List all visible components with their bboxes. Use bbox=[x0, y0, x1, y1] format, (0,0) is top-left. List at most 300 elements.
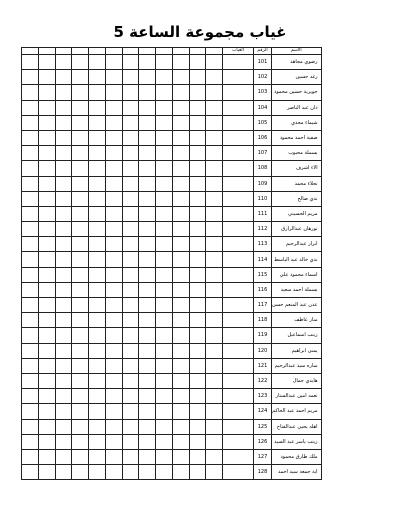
attendance-cell[interactable] bbox=[72, 343, 89, 358]
attendance-cell[interactable] bbox=[105, 146, 122, 161]
absence-cell[interactable] bbox=[223, 404, 254, 419]
attendance-cell[interactable] bbox=[122, 449, 139, 464]
attendance-cell[interactable] bbox=[189, 85, 206, 100]
absence-cell[interactable] bbox=[223, 313, 254, 328]
attendance-cell[interactable] bbox=[122, 85, 139, 100]
attendance-cell[interactable] bbox=[122, 358, 139, 373]
attendance-cell[interactable] bbox=[139, 313, 156, 328]
attendance-cell[interactable] bbox=[55, 70, 72, 85]
attendance-cell[interactable] bbox=[22, 115, 39, 130]
attendance-cell[interactable] bbox=[156, 419, 173, 434]
attendance-cell[interactable] bbox=[172, 115, 189, 130]
absence-cell[interactable] bbox=[223, 389, 254, 404]
attendance-cell[interactable] bbox=[139, 358, 156, 373]
attendance-cell[interactable] bbox=[156, 100, 173, 115]
attendance-cell[interactable] bbox=[22, 85, 39, 100]
absence-cell[interactable] bbox=[223, 161, 254, 176]
attendance-cell[interactable] bbox=[72, 404, 89, 419]
attendance-cell[interactable] bbox=[172, 161, 189, 176]
attendance-cell[interactable] bbox=[172, 100, 189, 115]
attendance-cell[interactable] bbox=[72, 373, 89, 388]
attendance-cell[interactable] bbox=[72, 85, 89, 100]
attendance-cell[interactable] bbox=[172, 449, 189, 464]
attendance-cell[interactable] bbox=[206, 404, 223, 419]
absence-cell[interactable] bbox=[223, 222, 254, 237]
attendance-cell[interactable] bbox=[55, 100, 72, 115]
attendance-cell[interactable] bbox=[72, 176, 89, 191]
attendance-cell[interactable] bbox=[189, 161, 206, 176]
attendance-cell[interactable] bbox=[22, 100, 39, 115]
attendance-cell[interactable] bbox=[22, 404, 39, 419]
attendance-cell[interactable] bbox=[122, 222, 139, 237]
attendance-cell[interactable] bbox=[156, 434, 173, 449]
attendance-cell[interactable] bbox=[89, 267, 106, 282]
attendance-cell[interactable] bbox=[22, 206, 39, 221]
attendance-cell[interactable] bbox=[22, 161, 39, 176]
attendance-cell[interactable] bbox=[72, 389, 89, 404]
attendance-cell[interactable] bbox=[105, 298, 122, 313]
attendance-cell[interactable] bbox=[189, 252, 206, 267]
attendance-cell[interactable] bbox=[55, 419, 72, 434]
attendance-cell[interactable] bbox=[122, 298, 139, 313]
attendance-cell[interactable] bbox=[38, 206, 55, 221]
attendance-cell[interactable] bbox=[156, 465, 173, 480]
attendance-cell[interactable] bbox=[72, 465, 89, 480]
attendance-cell[interactable] bbox=[156, 161, 173, 176]
attendance-cell[interactable] bbox=[139, 343, 156, 358]
attendance-cell[interactable] bbox=[38, 298, 55, 313]
attendance-cell[interactable] bbox=[72, 206, 89, 221]
attendance-cell[interactable] bbox=[89, 449, 106, 464]
attendance-cell[interactable] bbox=[172, 70, 189, 85]
attendance-cell[interactable] bbox=[22, 70, 39, 85]
attendance-cell[interactable] bbox=[189, 115, 206, 130]
attendance-cell[interactable] bbox=[89, 343, 106, 358]
attendance-cell[interactable] bbox=[206, 358, 223, 373]
attendance-cell[interactable] bbox=[156, 206, 173, 221]
attendance-cell[interactable] bbox=[105, 206, 122, 221]
attendance-cell[interactable] bbox=[206, 130, 223, 145]
attendance-cell[interactable] bbox=[22, 176, 39, 191]
attendance-cell[interactable] bbox=[122, 267, 139, 282]
attendance-cell[interactable] bbox=[105, 100, 122, 115]
attendance-cell[interactable] bbox=[72, 70, 89, 85]
attendance-cell[interactable] bbox=[105, 176, 122, 191]
attendance-cell[interactable] bbox=[89, 70, 106, 85]
attendance-cell[interactable] bbox=[55, 161, 72, 176]
attendance-cell[interactable] bbox=[189, 404, 206, 419]
attendance-cell[interactable] bbox=[189, 70, 206, 85]
attendance-cell[interactable] bbox=[139, 237, 156, 252]
attendance-cell[interactable] bbox=[72, 434, 89, 449]
attendance-cell[interactable] bbox=[72, 358, 89, 373]
attendance-cell[interactable] bbox=[172, 222, 189, 237]
attendance-cell[interactable] bbox=[55, 449, 72, 464]
attendance-cell[interactable] bbox=[206, 282, 223, 297]
attendance-cell[interactable] bbox=[139, 206, 156, 221]
attendance-cell[interactable] bbox=[89, 404, 106, 419]
attendance-cell[interactable] bbox=[105, 343, 122, 358]
attendance-cell[interactable] bbox=[55, 55, 72, 70]
absence-cell[interactable] bbox=[223, 298, 254, 313]
attendance-cell[interactable] bbox=[38, 55, 55, 70]
attendance-cell[interactable] bbox=[22, 252, 39, 267]
attendance-cell[interactable] bbox=[55, 206, 72, 221]
attendance-cell[interactable] bbox=[22, 191, 39, 206]
attendance-cell[interactable] bbox=[189, 267, 206, 282]
attendance-cell[interactable] bbox=[72, 282, 89, 297]
attendance-cell[interactable] bbox=[22, 343, 39, 358]
attendance-cell[interactable] bbox=[55, 373, 72, 388]
attendance-cell[interactable] bbox=[172, 237, 189, 252]
attendance-cell[interactable] bbox=[38, 161, 55, 176]
attendance-cell[interactable] bbox=[22, 465, 39, 480]
attendance-cell[interactable] bbox=[55, 130, 72, 145]
attendance-cell[interactable] bbox=[105, 237, 122, 252]
attendance-cell[interactable] bbox=[22, 358, 39, 373]
attendance-cell[interactable] bbox=[156, 373, 173, 388]
attendance-cell[interactable] bbox=[172, 343, 189, 358]
attendance-cell[interactable] bbox=[189, 373, 206, 388]
attendance-cell[interactable] bbox=[55, 389, 72, 404]
attendance-cell[interactable] bbox=[206, 161, 223, 176]
attendance-cell[interactable] bbox=[206, 115, 223, 130]
attendance-cell[interactable] bbox=[122, 373, 139, 388]
attendance-cell[interactable] bbox=[122, 389, 139, 404]
attendance-cell[interactable] bbox=[122, 161, 139, 176]
attendance-cell[interactable] bbox=[122, 146, 139, 161]
attendance-cell[interactable] bbox=[38, 115, 55, 130]
attendance-cell[interactable] bbox=[89, 100, 106, 115]
attendance-cell[interactable] bbox=[89, 206, 106, 221]
attendance-cell[interactable] bbox=[72, 115, 89, 130]
attendance-cell[interactable] bbox=[206, 434, 223, 449]
attendance-cell[interactable] bbox=[139, 70, 156, 85]
attendance-cell[interactable] bbox=[139, 252, 156, 267]
attendance-cell[interactable] bbox=[172, 434, 189, 449]
attendance-cell[interactable] bbox=[122, 328, 139, 343]
attendance-cell[interactable] bbox=[139, 389, 156, 404]
attendance-cell[interactable] bbox=[55, 237, 72, 252]
attendance-cell[interactable] bbox=[139, 176, 156, 191]
attendance-cell[interactable] bbox=[206, 419, 223, 434]
attendance-cell[interactable] bbox=[206, 222, 223, 237]
absence-cell[interactable] bbox=[223, 449, 254, 464]
attendance-cell[interactable] bbox=[89, 282, 106, 297]
attendance-cell[interactable] bbox=[105, 404, 122, 419]
attendance-cell[interactable] bbox=[156, 449, 173, 464]
attendance-cell[interactable] bbox=[38, 130, 55, 145]
absence-cell[interactable] bbox=[223, 343, 254, 358]
attendance-cell[interactable] bbox=[139, 191, 156, 206]
attendance-cell[interactable] bbox=[122, 115, 139, 130]
attendance-cell[interactable] bbox=[139, 373, 156, 388]
absence-cell[interactable] bbox=[223, 191, 254, 206]
attendance-cell[interactable] bbox=[156, 70, 173, 85]
attendance-cell[interactable] bbox=[139, 465, 156, 480]
attendance-cell[interactable] bbox=[38, 282, 55, 297]
attendance-cell[interactable] bbox=[105, 70, 122, 85]
attendance-cell[interactable] bbox=[38, 100, 55, 115]
attendance-cell[interactable] bbox=[139, 85, 156, 100]
attendance-cell[interactable] bbox=[55, 85, 72, 100]
attendance-cell[interactable] bbox=[38, 465, 55, 480]
attendance-cell[interactable] bbox=[139, 328, 156, 343]
attendance-cell[interactable] bbox=[139, 434, 156, 449]
attendance-cell[interactable] bbox=[206, 100, 223, 115]
attendance-cell[interactable] bbox=[122, 313, 139, 328]
attendance-cell[interactable] bbox=[189, 130, 206, 145]
attendance-cell[interactable] bbox=[122, 176, 139, 191]
attendance-cell[interactable] bbox=[206, 191, 223, 206]
attendance-cell[interactable] bbox=[89, 130, 106, 145]
attendance-cell[interactable] bbox=[172, 85, 189, 100]
attendance-cell[interactable] bbox=[122, 434, 139, 449]
attendance-cell[interactable] bbox=[206, 465, 223, 480]
attendance-cell[interactable] bbox=[38, 252, 55, 267]
attendance-cell[interactable] bbox=[156, 358, 173, 373]
attendance-cell[interactable] bbox=[156, 328, 173, 343]
absence-cell[interactable] bbox=[223, 328, 254, 343]
attendance-cell[interactable] bbox=[206, 328, 223, 343]
attendance-cell[interactable] bbox=[22, 373, 39, 388]
attendance-cell[interactable] bbox=[89, 237, 106, 252]
attendance-cell[interactable] bbox=[105, 222, 122, 237]
attendance-cell[interactable] bbox=[38, 343, 55, 358]
absence-cell[interactable] bbox=[223, 115, 254, 130]
attendance-cell[interactable] bbox=[105, 130, 122, 145]
attendance-cell[interactable] bbox=[72, 449, 89, 464]
attendance-cell[interactable] bbox=[122, 70, 139, 85]
absence-cell[interactable] bbox=[223, 267, 254, 282]
attendance-cell[interactable] bbox=[189, 176, 206, 191]
absence-cell[interactable] bbox=[223, 373, 254, 388]
attendance-cell[interactable] bbox=[156, 130, 173, 145]
attendance-cell[interactable] bbox=[122, 404, 139, 419]
attendance-cell[interactable] bbox=[89, 146, 106, 161]
attendance-cell[interactable] bbox=[122, 282, 139, 297]
attendance-cell[interactable] bbox=[156, 298, 173, 313]
attendance-cell[interactable] bbox=[89, 222, 106, 237]
attendance-cell[interactable] bbox=[206, 252, 223, 267]
attendance-cell[interactable] bbox=[22, 146, 39, 161]
absence-cell[interactable] bbox=[223, 419, 254, 434]
attendance-cell[interactable] bbox=[72, 419, 89, 434]
attendance-cell[interactable] bbox=[22, 313, 39, 328]
attendance-cell[interactable] bbox=[206, 313, 223, 328]
attendance-cell[interactable] bbox=[172, 282, 189, 297]
attendance-cell[interactable] bbox=[38, 191, 55, 206]
absence-cell[interactable] bbox=[223, 282, 254, 297]
absence-cell[interactable] bbox=[223, 358, 254, 373]
attendance-cell[interactable] bbox=[156, 222, 173, 237]
attendance-cell[interactable] bbox=[139, 100, 156, 115]
attendance-cell[interactable] bbox=[105, 161, 122, 176]
attendance-cell[interactable] bbox=[122, 465, 139, 480]
attendance-cell[interactable] bbox=[206, 146, 223, 161]
attendance-cell[interactable] bbox=[156, 176, 173, 191]
attendance-cell[interactable] bbox=[89, 115, 106, 130]
attendance-cell[interactable] bbox=[189, 222, 206, 237]
attendance-cell[interactable] bbox=[38, 373, 55, 388]
attendance-cell[interactable] bbox=[72, 328, 89, 343]
attendance-cell[interactable] bbox=[89, 176, 106, 191]
absence-cell[interactable] bbox=[223, 434, 254, 449]
attendance-cell[interactable] bbox=[206, 55, 223, 70]
attendance-cell[interactable] bbox=[38, 449, 55, 464]
attendance-cell[interactable] bbox=[72, 146, 89, 161]
attendance-cell[interactable] bbox=[139, 146, 156, 161]
attendance-cell[interactable] bbox=[189, 191, 206, 206]
attendance-cell[interactable] bbox=[172, 358, 189, 373]
attendance-cell[interactable] bbox=[156, 389, 173, 404]
attendance-cell[interactable] bbox=[122, 55, 139, 70]
attendance-cell[interactable] bbox=[172, 267, 189, 282]
attendance-cell[interactable] bbox=[206, 237, 223, 252]
attendance-cell[interactable] bbox=[72, 130, 89, 145]
attendance-cell[interactable] bbox=[55, 222, 72, 237]
attendance-cell[interactable] bbox=[156, 237, 173, 252]
attendance-cell[interactable] bbox=[105, 313, 122, 328]
attendance-cell[interactable] bbox=[122, 343, 139, 358]
attendance-cell[interactable] bbox=[156, 115, 173, 130]
attendance-cell[interactable] bbox=[55, 358, 72, 373]
attendance-cell[interactable] bbox=[156, 85, 173, 100]
attendance-cell[interactable] bbox=[105, 252, 122, 267]
attendance-cell[interactable] bbox=[139, 222, 156, 237]
absence-cell[interactable] bbox=[223, 237, 254, 252]
attendance-cell[interactable] bbox=[172, 404, 189, 419]
attendance-cell[interactable] bbox=[22, 130, 39, 145]
attendance-cell[interactable] bbox=[38, 176, 55, 191]
attendance-cell[interactable] bbox=[189, 434, 206, 449]
attendance-cell[interactable] bbox=[139, 130, 156, 145]
attendance-cell[interactable] bbox=[122, 206, 139, 221]
attendance-cell[interactable] bbox=[139, 404, 156, 419]
absence-cell[interactable] bbox=[223, 70, 254, 85]
attendance-cell[interactable] bbox=[189, 358, 206, 373]
attendance-cell[interactable] bbox=[189, 206, 206, 221]
attendance-cell[interactable] bbox=[156, 313, 173, 328]
attendance-cell[interactable] bbox=[139, 449, 156, 464]
attendance-cell[interactable] bbox=[105, 449, 122, 464]
attendance-cell[interactable] bbox=[55, 115, 72, 130]
attendance-cell[interactable] bbox=[206, 267, 223, 282]
attendance-cell[interactable] bbox=[206, 298, 223, 313]
attendance-cell[interactable] bbox=[89, 191, 106, 206]
attendance-cell[interactable] bbox=[38, 328, 55, 343]
attendance-cell[interactable] bbox=[22, 267, 39, 282]
attendance-cell[interactable] bbox=[206, 176, 223, 191]
attendance-cell[interactable] bbox=[105, 191, 122, 206]
attendance-cell[interactable] bbox=[55, 282, 72, 297]
attendance-cell[interactable] bbox=[22, 419, 39, 434]
attendance-cell[interactable] bbox=[105, 85, 122, 100]
attendance-cell[interactable] bbox=[72, 313, 89, 328]
attendance-cell[interactable] bbox=[72, 191, 89, 206]
attendance-cell[interactable] bbox=[38, 70, 55, 85]
attendance-cell[interactable] bbox=[139, 419, 156, 434]
attendance-cell[interactable] bbox=[55, 328, 72, 343]
attendance-cell[interactable] bbox=[189, 328, 206, 343]
attendance-cell[interactable] bbox=[172, 146, 189, 161]
attendance-cell[interactable] bbox=[22, 434, 39, 449]
attendance-cell[interactable] bbox=[72, 55, 89, 70]
attendance-cell[interactable] bbox=[22, 298, 39, 313]
attendance-cell[interactable] bbox=[189, 282, 206, 297]
attendance-cell[interactable] bbox=[206, 373, 223, 388]
attendance-cell[interactable] bbox=[105, 328, 122, 343]
attendance-cell[interactable] bbox=[55, 146, 72, 161]
attendance-cell[interactable] bbox=[72, 100, 89, 115]
attendance-cell[interactable] bbox=[55, 434, 72, 449]
attendance-cell[interactable] bbox=[206, 85, 223, 100]
absence-cell[interactable] bbox=[223, 176, 254, 191]
attendance-cell[interactable] bbox=[89, 85, 106, 100]
attendance-cell[interactable] bbox=[38, 313, 55, 328]
attendance-cell[interactable] bbox=[156, 282, 173, 297]
attendance-cell[interactable] bbox=[38, 434, 55, 449]
attendance-cell[interactable] bbox=[72, 222, 89, 237]
attendance-cell[interactable] bbox=[72, 161, 89, 176]
attendance-cell[interactable] bbox=[189, 298, 206, 313]
attendance-cell[interactable] bbox=[55, 343, 72, 358]
attendance-cell[interactable] bbox=[172, 328, 189, 343]
attendance-cell[interactable] bbox=[89, 298, 106, 313]
attendance-cell[interactable] bbox=[122, 237, 139, 252]
attendance-cell[interactable] bbox=[189, 313, 206, 328]
attendance-cell[interactable] bbox=[206, 343, 223, 358]
attendance-cell[interactable] bbox=[172, 313, 189, 328]
attendance-cell[interactable] bbox=[89, 358, 106, 373]
attendance-cell[interactable] bbox=[22, 237, 39, 252]
attendance-cell[interactable] bbox=[139, 115, 156, 130]
attendance-cell[interactable] bbox=[206, 206, 223, 221]
attendance-cell[interactable] bbox=[156, 191, 173, 206]
attendance-cell[interactable] bbox=[172, 389, 189, 404]
attendance-cell[interactable] bbox=[22, 282, 39, 297]
absence-cell[interactable] bbox=[223, 85, 254, 100]
attendance-cell[interactable] bbox=[189, 55, 206, 70]
attendance-cell[interactable] bbox=[172, 419, 189, 434]
attendance-cell[interactable] bbox=[55, 404, 72, 419]
attendance-cell[interactable] bbox=[122, 419, 139, 434]
attendance-cell[interactable] bbox=[206, 449, 223, 464]
absence-cell[interactable] bbox=[223, 55, 254, 70]
attendance-cell[interactable] bbox=[72, 252, 89, 267]
attendance-cell[interactable] bbox=[55, 267, 72, 282]
attendance-cell[interactable] bbox=[172, 130, 189, 145]
attendance-cell[interactable] bbox=[122, 191, 139, 206]
attendance-cell[interactable] bbox=[55, 176, 72, 191]
attendance-cell[interactable] bbox=[122, 130, 139, 145]
attendance-cell[interactable] bbox=[38, 404, 55, 419]
attendance-cell[interactable] bbox=[105, 434, 122, 449]
attendance-cell[interactable] bbox=[189, 343, 206, 358]
attendance-cell[interactable] bbox=[172, 465, 189, 480]
absence-cell[interactable] bbox=[223, 100, 254, 115]
attendance-cell[interactable] bbox=[105, 389, 122, 404]
attendance-cell[interactable] bbox=[38, 419, 55, 434]
attendance-cell[interactable] bbox=[105, 419, 122, 434]
attendance-cell[interactable] bbox=[55, 313, 72, 328]
attendance-cell[interactable] bbox=[22, 389, 39, 404]
attendance-cell[interactable] bbox=[206, 389, 223, 404]
attendance-cell[interactable] bbox=[38, 237, 55, 252]
attendance-cell[interactable] bbox=[89, 328, 106, 343]
attendance-cell[interactable] bbox=[89, 373, 106, 388]
attendance-cell[interactable] bbox=[189, 100, 206, 115]
